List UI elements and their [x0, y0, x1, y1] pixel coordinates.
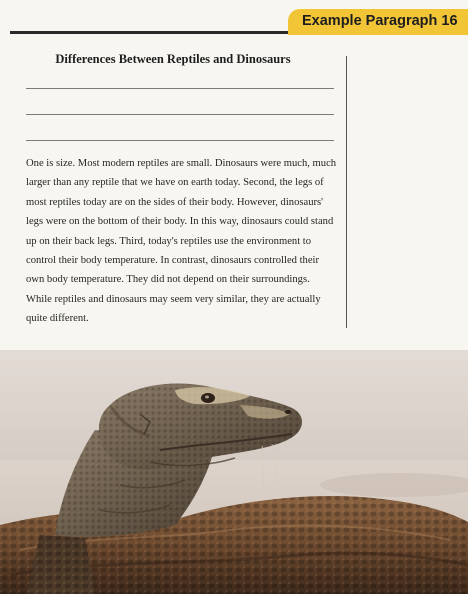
komodo-dragon-photo: [0, 350, 468, 594]
paragraph-line: control their body temperature. In contrast, dinosaurs controlled their: [26, 255, 320, 267]
body-paragraph: [26, 154, 338, 329]
paragraph-line: quite different.: [26, 313, 89, 325]
example-paragraph-tab: [288, 9, 468, 35]
paragraph-line: most reptiles today are on the sides of their body. However, dinosaurs': [26, 196, 324, 208]
paragraph-line: One is size. Most modern reptiles are small. Dinosaurs were much, much: [26, 158, 337, 169]
header-rule: [10, 31, 312, 34]
page-title: Differences Between Reptiles and Dinosaurs: [55, 52, 291, 66]
writing-line: [26, 114, 334, 115]
writing-line: [26, 140, 334, 141]
paragraph-line: While reptiles and dinosaurs may seem very similar, they are actually: [26, 293, 321, 305]
paragraph-line: up on their back legs. Third, today's reptiles use the environment to: [26, 235, 312, 247]
paragraph-line: own body temperature. They did not depend on their surroundings.: [26, 274, 310, 286]
column-divider: [346, 56, 347, 328]
writing-line: [26, 88, 334, 89]
paragraph-line: larger than any reptile that we have on earth today. Second, the legs of: [26, 177, 324, 189]
example-paragraph-label: Example Paragraph 16: [302, 13, 458, 29]
paragraph-line: legs were on the bottom of their body. In this way, dinosaurs could stand: [26, 216, 334, 228]
